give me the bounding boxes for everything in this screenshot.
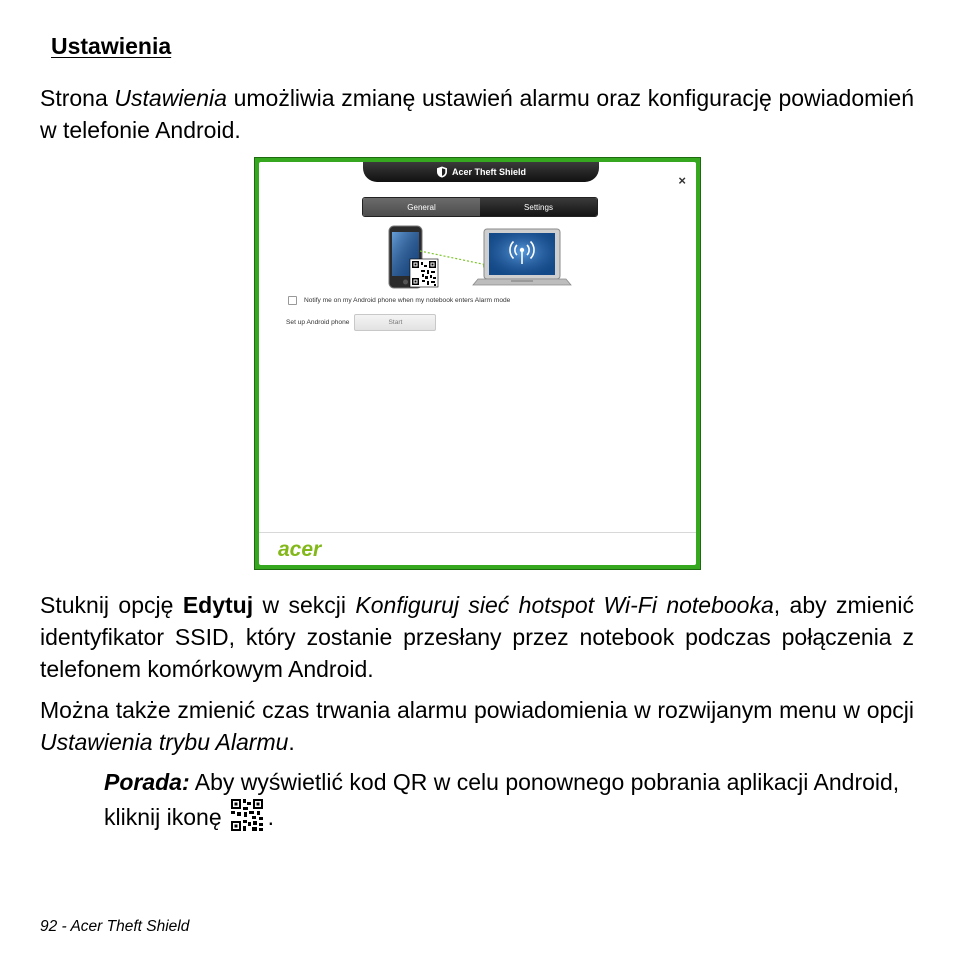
tip-label: Porada: xyxy=(104,769,190,795)
edit-text-2: w sekcji xyxy=(253,592,356,618)
alarm-emphasis: Ustawienia trybu Alarmu xyxy=(40,729,289,755)
edit-paragraph xyxy=(40,589,914,685)
notify-checkbox[interactable] xyxy=(288,296,297,305)
app-window xyxy=(259,162,696,565)
notify-option xyxy=(288,296,510,305)
start-button[interactable]: Start xyxy=(354,314,436,331)
shield-icon xyxy=(436,166,448,178)
app-title: Acer Theft Shield xyxy=(451,167,526,177)
edit-bold: Edytuj xyxy=(182,592,254,618)
tip-text-end: . xyxy=(267,804,274,830)
acer-logo xyxy=(277,539,343,561)
alarm-text: Można także zmienić czas trwania alarmu powiadomienia w rozwijanym menu w opcji xyxy=(40,697,914,723)
app-screenshot xyxy=(254,157,701,570)
footer-divider xyxy=(259,532,696,533)
edit-emphasis: Konfiguruj sieć hotspot Wi-Fi notebooka xyxy=(355,592,774,618)
svg-text:acer: acer xyxy=(278,539,322,561)
tab-general[interactable]: General xyxy=(363,198,480,216)
intro-paragraph xyxy=(40,82,914,146)
notify-label: Notify me on my Android phone when my notebook enters Alarm mode xyxy=(304,297,511,304)
page-footer: 92 - Acer Theft Shield xyxy=(40,918,190,935)
phone-laptop-illustration xyxy=(383,224,573,290)
section-heading: Ustawienia xyxy=(51,33,172,59)
app-titlebar xyxy=(363,162,599,182)
edit-text: Stuknij opcję xyxy=(40,592,183,618)
qr-code-icon xyxy=(410,259,438,287)
tab-settings[interactable]: Settings xyxy=(480,198,597,216)
tab-bar xyxy=(362,197,598,217)
alarm-text-2: . xyxy=(288,729,295,755)
tip-paragraph xyxy=(104,766,914,833)
qr-code-icon xyxy=(230,798,264,832)
tip-text: Aby wyświetlić kod QR w celu ponownego pobrania aplikacji Android, kliknij ikonę xyxy=(104,769,900,830)
setup-option xyxy=(286,314,436,331)
intro-text: Strona xyxy=(40,85,115,111)
setup-label: Set up Android phone xyxy=(286,319,350,326)
edit-text-3: , aby zmienić identyfikator SSID, który zostanie przesłany przez notebook podczas połączenia z telefonem komórkowym Android. xyxy=(40,592,914,682)
intro-text-rest: umożliwia zmianę ustawień alarmu oraz konfigurację powiadomień w telefonie Android. xyxy=(40,85,914,143)
intro-emphasis: Ustawienia xyxy=(114,85,227,111)
alarm-paragraph xyxy=(40,694,914,758)
close-icon[interactable]: × xyxy=(678,173,686,188)
